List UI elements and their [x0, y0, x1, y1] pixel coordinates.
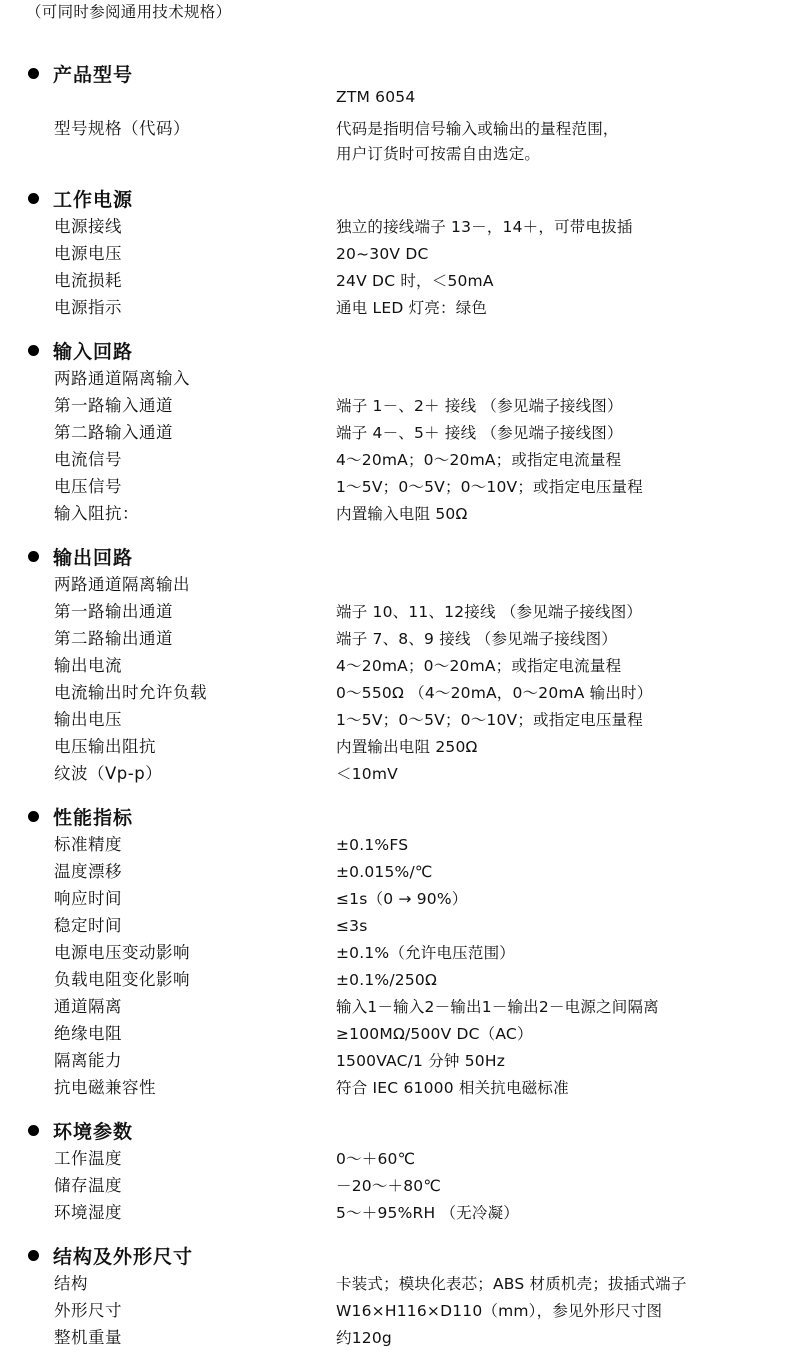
- spec-value: 独立的接线端子 13－，14＋，可带电拔插: [336, 218, 633, 236]
- bullet-icon: [28, 811, 39, 822]
- spec-row: [0, 142, 790, 169]
- spec-row: [0, 912, 790, 939]
- spec-label: 整机重量: [54, 1328, 122, 1347]
- section-title: 产品型号: [53, 63, 134, 86]
- section-title: 输入回路: [53, 340, 134, 363]
- spec-label: 通道隔离: [54, 997, 122, 1016]
- spec-value: ±0.1%（允许电压范围）: [336, 944, 515, 962]
- spec-value: ZTM 6054: [336, 88, 416, 106]
- spec-row: [0, 392, 790, 419]
- spec-label: 输出电压: [54, 710, 122, 729]
- section-spacer: [0, 527, 790, 541]
- spec-label: 储存温度: [54, 1176, 122, 1195]
- section-spacer: [0, 1101, 790, 1115]
- spec-label: 稳定时间: [54, 916, 122, 935]
- spec-section: [0, 1240, 790, 1365]
- bullet-icon: [28, 551, 39, 562]
- spec-value: 端子 1－、2＋ 接线 （参见端子接线图）: [336, 397, 623, 415]
- page-note: （可同时参阅通用技术规格）: [26, 3, 232, 21]
- section-header: [0, 58, 790, 88]
- spec-section: [0, 801, 790, 1115]
- spec-value: 内置输入电阻 50Ω: [336, 505, 468, 523]
- spec-row: [0, 885, 790, 912]
- spec-label: 电源接线: [54, 217, 122, 236]
- spec-label: 结构: [54, 1274, 88, 1293]
- spec-row: [0, 1324, 790, 1351]
- section-header: [0, 801, 790, 831]
- spec-section: [0, 541, 790, 801]
- spec-label: 电压输出阻抗: [54, 737, 156, 756]
- spec-row: [0, 598, 790, 625]
- spec-row: [0, 267, 790, 294]
- spec-value: ＜10mV: [336, 765, 398, 783]
- section-title: 性能指标: [53, 806, 134, 829]
- spec-label: 响应时间: [54, 889, 122, 908]
- spec-label: 输入阻抗：: [54, 504, 139, 523]
- spec-value: 约120g: [336, 1329, 392, 1347]
- section-spacer: [0, 787, 790, 801]
- spec-row: [0, 966, 790, 993]
- spec-label: 第二路输入通道: [54, 423, 173, 442]
- spec-value: 通电 LED 灯亮：绿色: [336, 299, 488, 317]
- spec-value: 0～550Ω （4～20mA，0～20mA 输出时）: [336, 684, 653, 702]
- spec-row: [0, 500, 790, 527]
- spec-label: 型号规格（代码）: [54, 119, 190, 138]
- spec-row: [0, 473, 790, 500]
- spec-label: 两路通道隔离输入: [54, 369, 190, 388]
- spec-section: [0, 183, 790, 335]
- section-header: [0, 541, 790, 571]
- spec-value: 内置输出电阻 250Ω: [336, 738, 478, 756]
- spec-label: 电源电压: [54, 244, 122, 263]
- spec-row: [0, 365, 790, 392]
- bullet-icon: [28, 68, 39, 79]
- spec-row: [0, 88, 790, 115]
- spec-value: ≤3s: [336, 917, 368, 935]
- spec-section: [0, 1115, 790, 1240]
- spec-row: [0, 115, 790, 142]
- spec-row: [0, 939, 790, 966]
- section-spacer: [0, 1226, 790, 1240]
- spec-value: ≥100MΩ/500V DC（AC）: [336, 1025, 533, 1043]
- spec-label: 绝缘电阻: [54, 1024, 122, 1043]
- spec-label: 纹波（Vp-p）: [54, 764, 163, 783]
- section-header: [0, 1240, 790, 1270]
- spec-row: [0, 652, 790, 679]
- spec-row: [0, 1199, 790, 1226]
- section-spacer: [0, 321, 790, 335]
- spec-value: 端子 10、11、12接线 （参见端子接线图）: [336, 603, 643, 621]
- spec-value: 1500VAC/1 分钟 50Hz: [336, 1052, 506, 1070]
- spec-label: 第一路输出通道: [54, 602, 173, 621]
- bullet-icon: [28, 1250, 39, 1261]
- spec-row: [0, 1172, 790, 1199]
- spec-label: 电流信号: [54, 450, 122, 469]
- spec-row: [0, 1020, 790, 1047]
- spec-label: 电流损耗: [54, 271, 122, 290]
- spec-value: 符合 IEC 61000 相关抗电磁标准: [336, 1079, 569, 1097]
- spec-label: 隔离能力: [54, 1051, 122, 1070]
- spec-row: [0, 733, 790, 760]
- spec-section: [0, 335, 790, 541]
- spec-row: [0, 760, 790, 787]
- spec-value: 5～＋95%RH （无冷凝）: [336, 1204, 519, 1222]
- spec-label: 电源电压变动影响: [54, 943, 190, 962]
- section-spacer: [0, 169, 790, 183]
- spec-row: [0, 1145, 790, 1172]
- spec-row: [0, 240, 790, 267]
- spec-label: 两路通道隔离输出: [54, 575, 190, 594]
- spec-label: 负载电阻变化影响: [54, 970, 190, 989]
- spec-label: 第二路输出通道: [54, 629, 173, 648]
- spec-value: ±0.015%/℃: [336, 863, 433, 881]
- spec-row: [0, 571, 790, 598]
- spec-label: 环境湿度: [54, 1203, 122, 1222]
- spec-value: 0～＋60℃: [336, 1150, 416, 1168]
- spec-label: 输出电流: [54, 656, 122, 675]
- spec-row: [0, 858, 790, 885]
- spec-row: [0, 625, 790, 652]
- section-spacer: [0, 1351, 790, 1365]
- spec-value: ±0.1%/250Ω: [336, 971, 438, 989]
- spec-label: 抗电磁兼容性: [54, 1078, 156, 1097]
- spec-row: [0, 446, 790, 473]
- spec-label: 标准精度: [54, 835, 122, 854]
- spec-label: 第一路输入通道: [54, 396, 173, 415]
- spec-value: 1～5V；0～5V；0～10V；或指定电压量程: [336, 711, 643, 729]
- spec-sections: [0, 58, 790, 1365]
- spec-row: [0, 1074, 790, 1101]
- section-header: [0, 335, 790, 365]
- spec-value: 4～20mA；0～20mA；或指定电流量程: [336, 657, 622, 675]
- spec-value: －20～＋80℃: [336, 1177, 441, 1195]
- spec-label: 外形尺寸: [54, 1301, 122, 1320]
- spec-value: 1～5V；0～5V；0～10V；或指定电压量程: [336, 478, 643, 496]
- spec-value: 代码是指明信号输入或输出的量程范围，: [336, 120, 619, 138]
- spec-row: [0, 706, 790, 733]
- bullet-icon: [28, 345, 39, 356]
- spec-row: [0, 831, 790, 858]
- section-title: 输出回路: [53, 546, 134, 569]
- section-header: [0, 1115, 790, 1145]
- spec-row: [0, 419, 790, 446]
- spec-label: 电流输出时允许负载: [54, 683, 207, 702]
- spec-value: ≤1s（0 → 90%）: [336, 890, 468, 908]
- spec-row: [0, 1047, 790, 1074]
- spec-section: [0, 58, 790, 183]
- spec-row: [0, 1297, 790, 1324]
- spec-row: [0, 679, 790, 706]
- spec-value: 输入1－输入2－输出1－输出2－电源之间隔离: [336, 998, 659, 1016]
- bullet-icon: [28, 1125, 39, 1136]
- spec-value: 24V DC 时，＜50mA: [336, 272, 494, 290]
- section-title: 环境参数: [53, 1120, 134, 1143]
- spec-value: 端子 7、8、9 接线 （参见端子接线图）: [336, 630, 618, 648]
- spec-value: 4～20mA；0～20mA；或指定电流量程: [336, 451, 622, 469]
- spec-label: 电源指示: [54, 298, 122, 317]
- spec-value: ±0.1%FS: [336, 836, 409, 854]
- section-header: [0, 183, 790, 213]
- spec-label: 工作温度: [54, 1149, 122, 1168]
- spec-row: [0, 993, 790, 1020]
- section-title: 工作电源: [53, 188, 134, 211]
- section-title: 结构及外形尺寸: [53, 1245, 194, 1268]
- spec-row: [0, 213, 790, 240]
- spec-row: [0, 294, 790, 321]
- spec-label: 温度漂移: [54, 862, 122, 881]
- spec-value: 用户订货时可按需自由选定。: [336, 145, 541, 163]
- spec-value: W16×H116×D110（mm），参见外形尺寸图: [336, 1302, 663, 1320]
- spec-value: 20~30V DC: [336, 245, 429, 263]
- bullet-icon: [28, 193, 39, 204]
- spec-value: 卡装式；模块化表芯；ABS 材质机壳；拔插式端子: [336, 1275, 687, 1293]
- spec-label: 电压信号: [54, 477, 122, 496]
- spec-row: [0, 1270, 790, 1297]
- spec-value: 端子 4－、5＋ 接线 （参见端子接线图）: [336, 424, 623, 442]
